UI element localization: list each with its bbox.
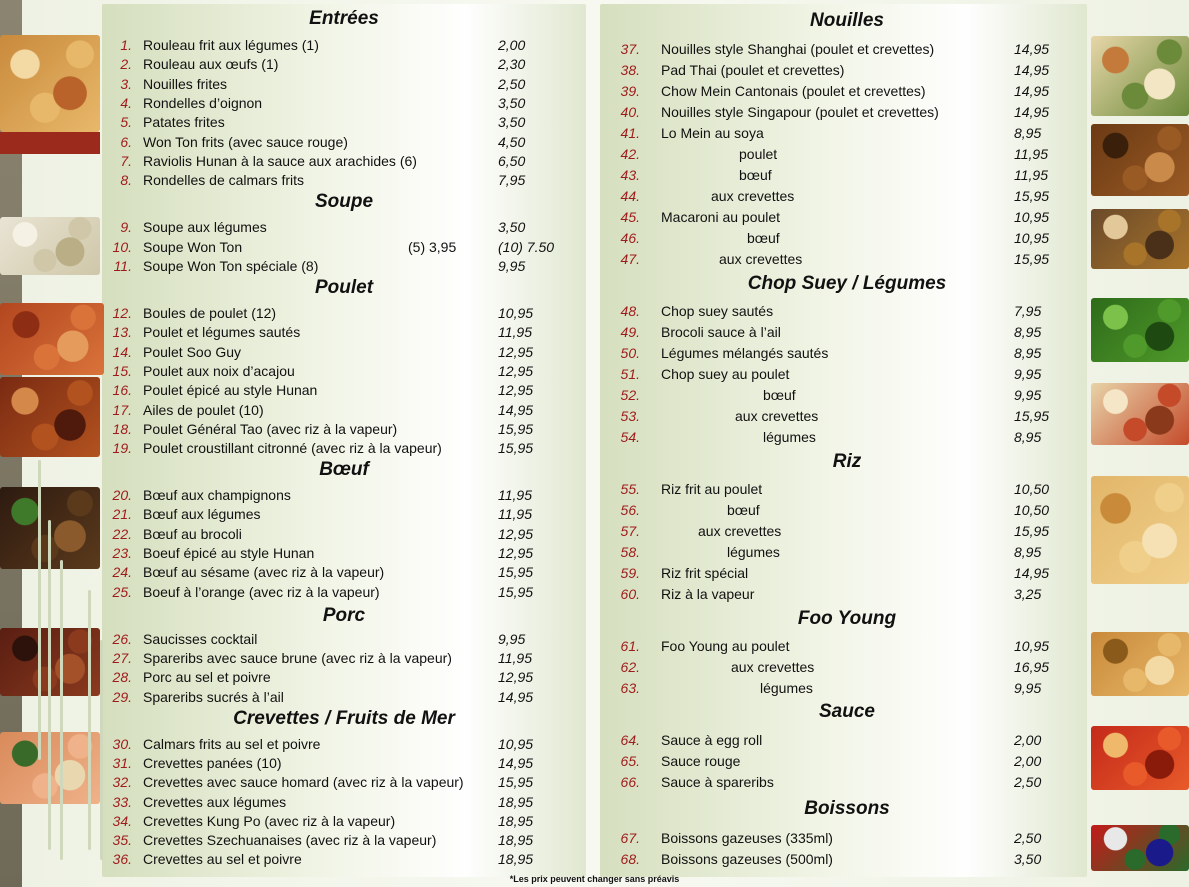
- price-disclaimer: *Les prix peuvent changer sans préavis: [509, 874, 680, 884]
- item-price: 8,95: [1014, 345, 1042, 361]
- item-price: 3,50: [498, 219, 526, 235]
- item-name: légumes: [727, 544, 780, 560]
- item-number: 56.: [620, 502, 640, 518]
- singapore-noodles-photo-icon: [1091, 383, 1189, 445]
- bamboo-decoration: [88, 590, 91, 850]
- item-name: Rondelles de calmars frits: [143, 172, 305, 189]
- bamboo-decoration: [100, 640, 103, 860]
- item-price: 15,95: [498, 583, 534, 600]
- item-name: poulet: [739, 146, 778, 162]
- item-price: 15,95: [498, 774, 534, 791]
- item-number: 66.: [620, 774, 640, 790]
- item-price: 15,95: [498, 440, 534, 457]
- item-price: 14,95: [498, 401, 534, 418]
- item-number: 52.: [620, 387, 640, 403]
- item-price: 10,95: [498, 736, 534, 752]
- item-number: 27.: [112, 650, 132, 667]
- item-number: 25.: [112, 583, 132, 600]
- item-name: Poulet Général Tao (avec riz à la vapeur): [143, 420, 398, 437]
- item-price: 18,95: [498, 832, 534, 848]
- item-price: 10,95: [1014, 638, 1050, 654]
- item-name: aux crevettes: [735, 408, 819, 424]
- item-small-price: (5) 3,95: [408, 238, 457, 255]
- item-price: 10,50: [1014, 481, 1050, 497]
- item-number: 12.: [112, 305, 132, 321]
- item-price: 14,95: [1014, 565, 1050, 581]
- section-title-riz: Riz: [832, 451, 862, 472]
- item-name: Sauce à spareribs: [661, 774, 774, 790]
- item-price: 2,50: [1014, 774, 1042, 790]
- item-name: Sauce à egg roll: [661, 732, 763, 748]
- won-ton-soup-photo-icon: [0, 217, 100, 275]
- item-price: 15,95: [498, 564, 534, 581]
- item-price: 15,95: [1014, 523, 1050, 539]
- item-price: 2,50: [1014, 830, 1042, 846]
- item-price: 14,95: [1014, 62, 1050, 78]
- item-price: 14,95: [1014, 83, 1050, 99]
- noodles-photo-icon: [1091, 36, 1189, 116]
- item-name: Ailes de poulet (10): [143, 401, 264, 418]
- item-price: 9,95: [498, 631, 526, 647]
- item-name: Poulet et légumes sautés: [143, 324, 301, 341]
- item-price: (10) 7.50: [498, 238, 555, 255]
- item-number: 53.: [620, 408, 640, 424]
- item-name: Bœuf aux champignons: [143, 487, 291, 503]
- item-number: 35.: [112, 832, 132, 848]
- item-name: Brocoli sauce à l’ail: [661, 324, 781, 340]
- item-price: 11,95: [498, 487, 532, 503]
- bamboo-decoration: [60, 560, 63, 860]
- item-price: 2,00: [1014, 732, 1042, 748]
- item-price: 15,95: [1014, 251, 1050, 267]
- item-price: 8,95: [1014, 544, 1042, 560]
- item-price: 11,95: [498, 650, 532, 667]
- item-name: Rondelles d’oignon: [143, 94, 263, 111]
- item-name: aux crevettes: [698, 523, 782, 539]
- item-number: 30.: [112, 736, 132, 752]
- item-price: 10,95: [1014, 209, 1050, 225]
- item-name: bœuf: [739, 167, 772, 183]
- item-number: 34.: [112, 812, 132, 829]
- item-number: 61.: [620, 638, 640, 654]
- item-price: 8,95: [1014, 429, 1042, 445]
- item-number: 3.: [120, 75, 132, 92]
- item-price: 9,95: [498, 258, 526, 274]
- item-number: 14.: [112, 343, 132, 360]
- item-number: 67.: [620, 830, 640, 846]
- item-price: 3,25: [1014, 586, 1042, 602]
- item-number: 16.: [112, 382, 132, 399]
- section-title-porc: Porc: [322, 605, 366, 626]
- item-name: aux crevettes: [731, 659, 815, 676]
- item-price: 7,95: [1014, 303, 1042, 319]
- item-number: 17.: [112, 401, 132, 418]
- item-number: 50.: [620, 345, 640, 361]
- item-price: 11,95: [1014, 146, 1048, 162]
- item-number: 24.: [112, 564, 132, 581]
- item-name: Porc au sel et poivre: [143, 669, 271, 686]
- item-number: 48.: [620, 303, 640, 319]
- item-name: Poulet épicé au style Hunan: [143, 382, 318, 399]
- item-number: 4.: [120, 94, 132, 111]
- item-name: Bœuf aux légumes: [143, 506, 261, 523]
- item-number: 33.: [112, 793, 132, 810]
- item-name: Crevettes Kung Po (avec riz à la vapeur): [143, 812, 396, 829]
- item-name: Lo Mein au soya: [661, 125, 764, 141]
- item-name: légumes: [760, 680, 813, 697]
- macaroni-photo-icon: [1091, 209, 1189, 269]
- item-number: 22.: [112, 525, 132, 542]
- item-number: 13.: [112, 324, 132, 341]
- item-number: 58.: [620, 544, 640, 560]
- item-number: 59.: [620, 565, 640, 581]
- item-price: 12,95: [498, 343, 534, 360]
- item-name: bœuf: [747, 230, 780, 246]
- item-number: 43.: [620, 167, 640, 183]
- item-number: 57.: [620, 523, 640, 539]
- item-name: Boeuf épicé au style Hunan: [143, 544, 315, 561]
- item-number: 55.: [620, 481, 640, 497]
- item-number: 26.: [112, 631, 132, 647]
- item-name: Calmars frits au sel et poivre: [143, 736, 321, 752]
- item-price: 11,95: [498, 324, 532, 341]
- sauce-photo-icon: [1091, 726, 1189, 790]
- item-number: 32.: [112, 774, 132, 791]
- item-name: Crevettes Szechuanaises (avec riz à la vapeur): [143, 832, 437, 848]
- item-name: aux crevettes: [711, 188, 795, 204]
- item-name: Rouleau aux œufs (1): [143, 56, 279, 73]
- foo-young-photo-icon: [1091, 632, 1189, 696]
- item-price: 16,95: [1014, 659, 1050, 676]
- item-number: 2.: [120, 56, 132, 73]
- item-name: Pad Thai (poulet et crevettes): [661, 62, 845, 78]
- item-name: Nouilles style Singapour (poulet et crevettes): [661, 104, 939, 120]
- item-number: 18.: [112, 420, 132, 437]
- item-name: Won Ton frits (avec sauce rouge): [143, 133, 348, 150]
- item-number: 31.: [112, 755, 132, 772]
- chow-mein-photo-icon: [1091, 124, 1189, 196]
- item-price: 9,95: [1014, 680, 1042, 697]
- section-title-crevettes-fruits-de-mer: Crevettes / Fruits de Mer: [233, 708, 455, 729]
- egg-roll-photo-icon: [0, 35, 100, 132]
- item-name: Chop suey au poulet: [661, 366, 790, 382]
- item-price: 10,95: [1014, 230, 1050, 246]
- item-name: Macaroni au poulet: [661, 209, 781, 225]
- item-number: 64.: [620, 732, 640, 748]
- item-price: 18,95: [498, 851, 534, 868]
- section-title-boissons: Boissons: [804, 798, 890, 819]
- item-number: 20.: [112, 487, 132, 503]
- item-name: Chow Mein Cantonais (poulet et crevettes): [661, 83, 926, 99]
- item-name: Boeuf à l’orange (avec riz à la vapeur): [143, 583, 380, 600]
- item-price: 15,95: [1014, 408, 1050, 424]
- chicken-photo-icon: [0, 303, 104, 375]
- item-name: Soupe aux légumes: [143, 219, 267, 235]
- item-price: 3,50: [498, 114, 526, 131]
- item-name: Bœuf au sésame (avec riz à la vapeur): [143, 564, 385, 581]
- item-price: 15,95: [1014, 188, 1050, 204]
- item-price: 9,95: [1014, 387, 1042, 403]
- item-number: 39.: [620, 83, 640, 99]
- item-name: Riz frit au poulet: [661, 481, 763, 497]
- item-number: 62.: [620, 659, 640, 676]
- item-number: 1.: [120, 37, 132, 53]
- item-name: Patates frites: [143, 114, 225, 131]
- section-title-poulet: Poulet: [314, 277, 374, 298]
- decorative-red-band: [0, 132, 100, 154]
- item-name: bœuf: [727, 502, 760, 518]
- item-number: 15.: [112, 362, 132, 379]
- item-name: Soupe Won Ton spéciale (8): [143, 258, 319, 274]
- item-price: 11,95: [1014, 167, 1048, 183]
- section-title-b-uf: Bœuf: [319, 459, 369, 480]
- item-price: 15,95: [498, 420, 534, 437]
- item-number: 37.: [620, 41, 640, 57]
- item-number: 11.: [113, 258, 132, 274]
- bamboo-decoration: [48, 520, 51, 850]
- item-price: 12,95: [498, 669, 534, 686]
- bamboo-decoration: [38, 460, 41, 760]
- item-number: 54.: [620, 429, 640, 445]
- item-name: Crevettes au sel et poivre: [143, 851, 302, 868]
- item-price: 6,50: [498, 152, 526, 169]
- item-price: 12,95: [498, 525, 534, 542]
- item-number: 7.: [120, 152, 132, 169]
- item-name: Crevettes panées (10): [143, 755, 282, 772]
- item-number: 46.: [620, 230, 640, 246]
- item-number: 41.: [620, 125, 640, 141]
- item-name: Spareribs sucrés à l’ail: [143, 688, 284, 705]
- item-price: 18,95: [498, 793, 534, 810]
- item-number: 60.: [620, 586, 640, 602]
- item-number: 8.: [120, 172, 132, 189]
- item-name: aux crevettes: [719, 251, 803, 267]
- item-name: Nouilles style Shanghai (poulet et crevettes): [661, 41, 935, 57]
- item-price: 10,50: [1014, 502, 1050, 518]
- item-name: Saucisses cocktail: [143, 631, 258, 647]
- chicken-wings-photo-icon: [0, 377, 100, 457]
- item-name: Riz à la vapeur: [661, 586, 755, 602]
- item-price: 14,95: [1014, 104, 1050, 120]
- item-number: 21.: [112, 506, 132, 523]
- section-title-sauce: Sauce: [819, 701, 875, 722]
- fried-rice-photo-icon: [1091, 476, 1189, 584]
- item-number: 6.: [120, 133, 132, 150]
- item-number: 23.: [112, 544, 132, 561]
- item-price: 18,95: [498, 812, 534, 829]
- item-name: Riz frit spécial: [661, 565, 749, 581]
- item-name: Bœuf au brocoli: [143, 525, 242, 542]
- item-number: 29.: [112, 688, 132, 705]
- item-price: 12,95: [498, 362, 534, 379]
- broccoli-photo-icon: [1091, 298, 1189, 362]
- item-number: 28.: [112, 669, 132, 686]
- item-price: 11,95: [498, 506, 532, 523]
- item-name: Crevettes aux légumes: [143, 793, 287, 810]
- item-price: 8,95: [1014, 125, 1042, 141]
- item-price: 9,95: [1014, 366, 1042, 382]
- item-price: 14,95: [498, 688, 534, 705]
- item-name: Soupe Won Ton: [143, 238, 243, 255]
- item-number: 68.: [620, 851, 640, 867]
- item-number: 36.: [112, 851, 132, 868]
- item-number: 45.: [620, 209, 640, 225]
- item-name: Chop suey sautés: [661, 303, 774, 319]
- section-title-chop-suey-legumes: Chop Suey / Légumes: [747, 273, 947, 294]
- item-number: 63.: [620, 680, 640, 697]
- item-number: 42.: [620, 146, 640, 162]
- item-price: 8,95: [1014, 324, 1042, 340]
- item-name: Foo Young au poulet: [661, 638, 790, 654]
- soft-drinks-photo-icon: [1091, 825, 1189, 871]
- item-price: 14,95: [1014, 41, 1050, 57]
- item-number: 38.: [620, 62, 640, 78]
- item-number: 51.: [620, 366, 640, 382]
- item-price: 2,50: [498, 75, 526, 92]
- section-title-nouilles: Nouilles: [810, 10, 884, 31]
- item-name: Poulet Soo Guy: [143, 343, 242, 360]
- item-price: 2,00: [498, 37, 526, 53]
- item-price: 3,50: [1014, 851, 1042, 867]
- item-number: 47.: [620, 251, 640, 267]
- item-number: 10.: [112, 238, 132, 255]
- item-price: 2,00: [1014, 753, 1042, 769]
- item-price: 7,95: [498, 172, 526, 189]
- item-number: 40.: [620, 104, 640, 120]
- item-name: Crevettes avec sauce homard (avec riz à la vapeur): [143, 774, 464, 791]
- section-title-soupe: Soupe: [314, 191, 374, 212]
- item-number: 9.: [120, 219, 132, 235]
- item-price: 12,95: [498, 382, 534, 399]
- item-number: 44.: [620, 188, 640, 204]
- item-name: Boissons gazeuses (500ml): [661, 851, 833, 867]
- item-number: 5.: [120, 114, 132, 131]
- item-price: 4,50: [498, 133, 526, 150]
- item-price: 14,95: [498, 755, 534, 772]
- item-price: 10,95: [498, 305, 534, 321]
- item-name: Poulet croustillant citronné (avec riz à la vapeur): [143, 440, 442, 457]
- item-name: Boules de poulet (12): [143, 305, 277, 321]
- item-name: Rouleau frit aux légumes (1): [143, 37, 319, 53]
- item-number: 19.: [112, 440, 132, 457]
- item-number: 49.: [620, 324, 640, 340]
- item-name: Nouilles frites: [143, 75, 228, 92]
- section-title-foo-young: Foo Young: [797, 608, 897, 629]
- item-number: 65.: [620, 753, 640, 769]
- item-price: 12,95: [498, 544, 534, 561]
- item-name: Sauce rouge: [661, 753, 741, 769]
- item-name: Légumes mélangés sautés: [661, 345, 829, 361]
- item-name: bœuf: [763, 387, 796, 403]
- section-title-entrees: Entrées: [309, 8, 379, 29]
- item-name: Spareribs avec sauce brune (avec riz à la vapeur): [143, 650, 452, 667]
- item-price: 3,50: [498, 94, 526, 111]
- item-name: Boissons gazeuses (335ml): [661, 830, 833, 846]
- item-price: 2,30: [498, 56, 526, 73]
- item-name: Poulet aux noix d’acajou: [143, 362, 295, 379]
- item-name: Raviolis Hunan à la sauce aux arachides (6): [143, 152, 417, 169]
- item-name: légumes: [763, 429, 816, 445]
